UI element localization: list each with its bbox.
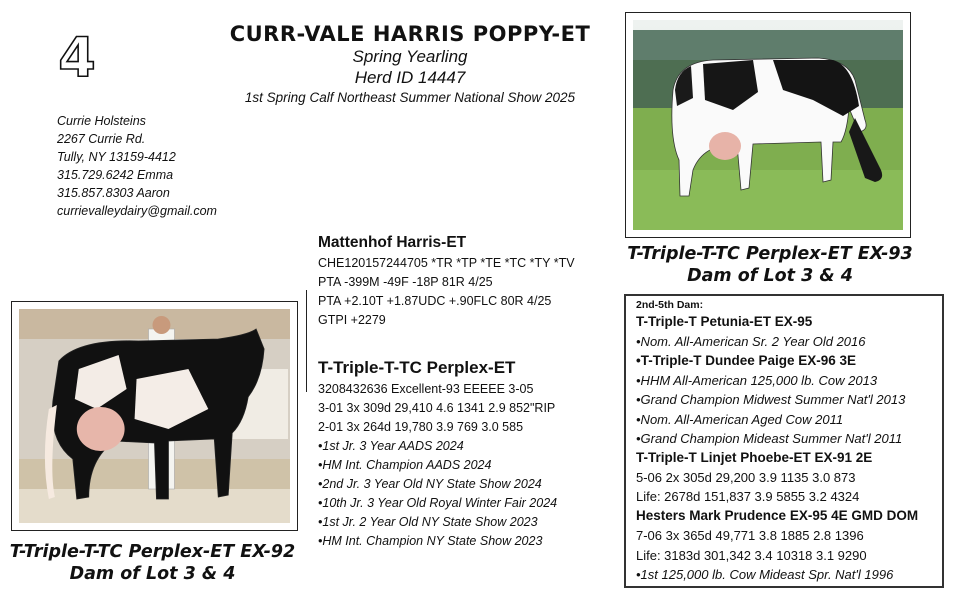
third-dam-line: •HHM All-American 125,000 lb. Cow 2013 xyxy=(636,373,878,389)
third-dam-line: •Nom. All-American Aged Cow 2011 xyxy=(636,411,844,427)
caption-top-photo xyxy=(620,243,920,287)
dam-name: T-Triple-T-TC Perplex-ET xyxy=(318,358,516,377)
third-dam-name: •T-Triple-T Dundee Paige EX-96 3E xyxy=(636,353,857,369)
dam-record-1: 3-01 3x 309d 29,410 4.6 1341 2.9 852"RIP xyxy=(318,401,556,415)
dam-honor: •2nd Jr. 3 Year Old NY State Show 2024 xyxy=(318,477,542,491)
fifth-dam-line: 7-06 3x 365d 49,771 3.8 1885 2.8 1396 xyxy=(636,528,864,544)
fifth-dam-line: Life: 3183d 301,342 3.4 10318 3.1 9290 xyxy=(636,547,867,563)
maternal-line-heading: 2nd-5th Dam: xyxy=(636,299,704,311)
third-dam-line: •Grand Champion Midwest Summer Nat'l 2013 xyxy=(636,392,906,408)
cow-grazing-image xyxy=(633,20,903,230)
sire-pta-type: PTA +2.10T +1.87UDC +.90FLC 80R 4/25 xyxy=(318,294,552,308)
contact-phone-aaron: 315.857.8303 Aaron xyxy=(57,186,170,200)
caption-left-name: T-Triple-T-TC Perplex-ET EX-92 xyxy=(9,542,296,562)
contact-farm: Currie Holsteins xyxy=(57,114,146,128)
fifth-dam-name: Hesters Mark Prudence EX-95 4E GMD DOM xyxy=(636,508,919,524)
sire-block xyxy=(318,234,575,330)
maternal-line-box xyxy=(624,294,944,588)
lot-number xyxy=(56,30,98,82)
sire-name: Mattenhof Harris-ET xyxy=(318,234,467,251)
contact-block xyxy=(57,112,217,220)
contact-email[interactable]: currievalleydairy@gmail.com xyxy=(57,204,217,218)
dam-honor: •HM Int. Champion AADS 2024 xyxy=(318,458,492,472)
fifth-dam-line: •1st 125,000 lb. Cow Mideast Spr. Nat'l 1996 xyxy=(636,566,894,582)
contact-phone-emma: 315.729.6242 Emma xyxy=(57,168,174,182)
pedigree-divider xyxy=(306,290,307,392)
second-dam-line: •Nom. All-American Sr. 2 Year Old 2016 xyxy=(636,334,866,349)
dam-record-2: 2-01 3x 264d 19,780 3.9 769 3.0 585 xyxy=(318,420,524,434)
cow-show-ring-image xyxy=(19,309,290,523)
herd-id: Herd ID 14447 xyxy=(354,68,466,87)
header xyxy=(200,22,620,105)
animal-name: CURR-VALE HARRIS POPPY-ET xyxy=(229,22,591,46)
dam-honor: •1st Jr. 2 Year Old NY State Show 2023 xyxy=(318,515,538,529)
dam-honor: •10th Jr. 3 Year Old Royal Winter Fair 2024 xyxy=(318,496,558,510)
award: 1st Spring Calf Northeast Summer National Show 2025 xyxy=(244,90,576,105)
contact-street: 2267 Currie Rd. xyxy=(57,132,146,146)
caption-left-photo xyxy=(0,541,305,585)
sire-reg: CHE120157244705 *TR *TP *TE *TC *TY *TV xyxy=(318,256,575,270)
second-dam-name: T-Triple-T Petunia-ET EX-95 xyxy=(636,314,813,329)
caption-left-dam-of: Dam of Lot 3 & 4 xyxy=(69,564,236,584)
sire-gtpi: GTPI +2279 xyxy=(318,313,386,327)
fourth-dam-name: T-Triple-T Linjet Phoebe-ET EX-91 2E xyxy=(636,450,873,466)
caption-top-dam-of: Dam of Lot 3 & 4 xyxy=(687,266,853,286)
dam-honor: •1st Jr. 3 Year AADS 2024 xyxy=(318,439,464,453)
photo-dam-show-ring xyxy=(11,301,298,531)
contact-city: Tully, NY 13159-4412 xyxy=(57,150,176,164)
fourth-dam-line: Life: 2678d 151,837 3.9 5855 3.2 4324 xyxy=(636,489,860,505)
fourth-dam-line: 5-06 2x 305d 29,200 3.9 1135 3.0 873 xyxy=(636,470,856,486)
dam-classification: 3208432636 Excellent-93 EEEEE 3-05 xyxy=(318,382,534,396)
dam-honor: •HM Int. Champion NY State Show 2023 xyxy=(318,534,543,548)
photo-dam-grazing xyxy=(625,12,911,238)
caption-top-name: T-Triple-T-TC Perplex-ET EX-93 xyxy=(627,244,913,264)
dam-block xyxy=(318,358,557,551)
class-label: Spring Yearling xyxy=(352,47,468,66)
third-dam-line: •Grand Champion Mideast Summer Nat'l 2011 xyxy=(636,430,903,446)
svg-text:4: 4 xyxy=(58,30,96,82)
sire-pta-production: PTA -399M -49F -18P 81R 4/25 xyxy=(318,275,493,289)
